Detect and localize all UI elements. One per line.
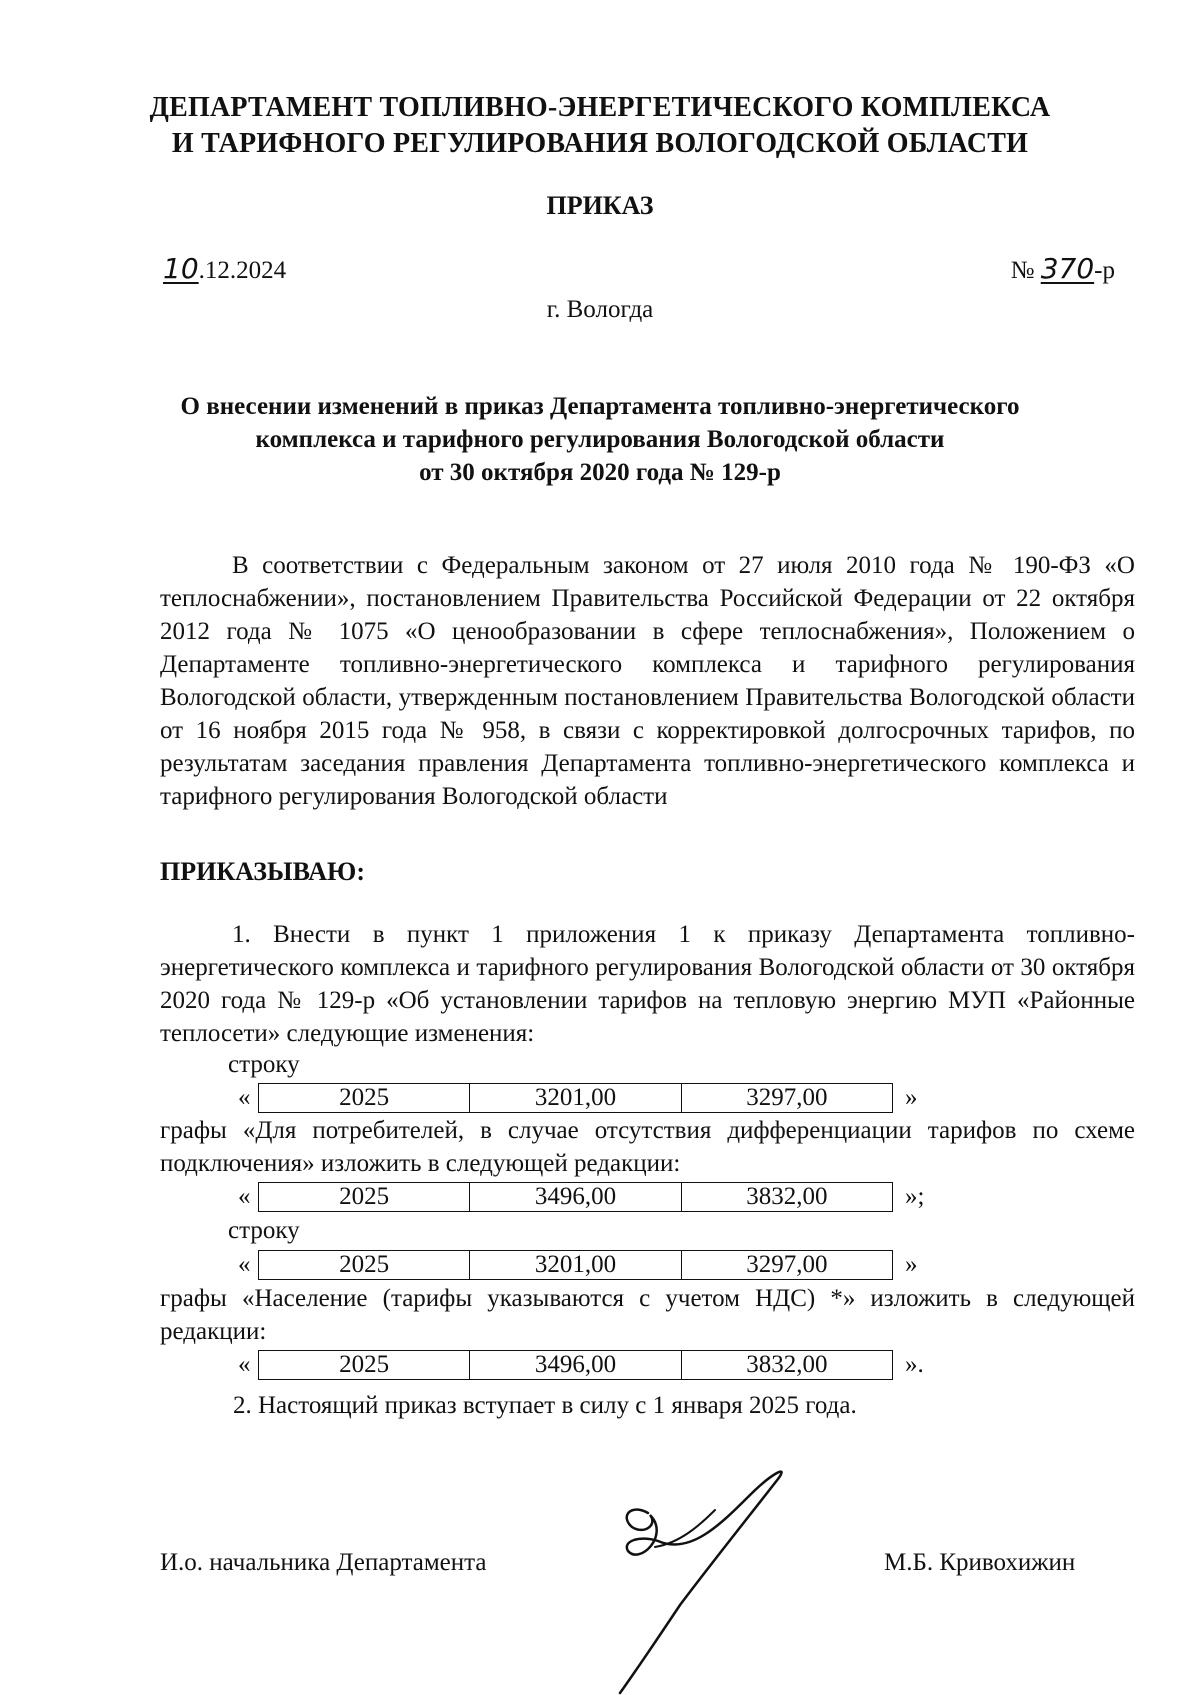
order-word: ПРИКАЗЫВАЮ: <box>160 857 365 886</box>
tariff-row-old-1 <box>258 1083 893 1113</box>
header-line-1: ДЕПАРТАМЕНТ ТОПЛИВНО-ЭНЕРГЕТИЧЕСКОГО КОМПЛЕКСА <box>149 92 1051 123</box>
open-quote-4: « <box>238 1351 251 1378</box>
cell-value-2: 3297,00 <box>681 1084 892 1113</box>
handwritten-day: 10 <box>163 252 199 285</box>
cell-value-2: 3832,00 <box>681 1351 892 1380</box>
city: г. Вологда <box>546 296 654 323</box>
graph-1-text: графы «Для потребителей, в случае отсутствия дифференциации тарифов по схеме подключения» изложить в следующей редакции: <box>160 1117 1135 1177</box>
cell-value-1: 3201,00 <box>470 1084 681 1113</box>
cell-value-1: 3496,00 <box>470 1183 681 1212</box>
date-rest: .12.2024 <box>198 257 287 284</box>
graph-2-text: графы «Население (тарифы указываются с учетом НДС) *» изложить в следующей редакции: <box>160 1285 1135 1345</box>
title-line-1: О внесении изменений в приказ Департамента топливно-энергетического <box>180 393 1020 420</box>
handwritten-number: 370 <box>1040 252 1095 285</box>
number-suffix: -р <box>1094 257 1115 284</box>
tariff-row-old-2 <box>258 1250 893 1280</box>
preamble-paragraph: В соответствии с Федеральным законом от 27 июля 2010 года № 190-ФЗ «О теплоснабжении», постановлением Правительства Российской Федерации от 22 октября 2012 года № 1075 «О ценообразовании в сфере теплоснабжения», Положением о Департаменте топливно-энергетического комплекса и тарифного регулирования Вологодской области, утвержденным постановлением Правительства Вологодской области от 16 ноября 2015 года № 958, в связи с корректировкой долгосрочных тарифов, по результатам заседания правления Департамента топливно-энергетического комплекса и тарифного регулирования Вологодской области <box>160 552 1135 810</box>
number-prefix: № <box>1010 257 1041 284</box>
cell-value-2: 3832,00 <box>681 1183 892 1212</box>
title-line-2: комплекса и тарифного регулирования Вологодской области <box>255 426 945 453</box>
cell-year: 2025 <box>259 1251 470 1280</box>
signatory-name: М.Б. Кривохижин <box>884 1549 1076 1576</box>
document-type: ПРИКАЗ <box>546 191 654 220</box>
cell-value-1: 3496,00 <box>470 1351 681 1380</box>
label-stroku-2: строку <box>228 1217 300 1244</box>
cell-year: 2025 <box>259 1351 470 1380</box>
label-stroku-1: строку <box>228 1051 300 1078</box>
close-quote-2: »; <box>905 1183 925 1210</box>
cell-year: 2025 <box>259 1183 470 1212</box>
close-quote-3: » <box>905 1251 918 1278</box>
handwritten-signature-icon <box>600 1455 820 1695</box>
close-quote-1: » <box>905 1084 918 1111</box>
order-date <box>163 254 286 286</box>
tariff-row-new-1 <box>258 1182 893 1212</box>
open-quote-1: « <box>238 1084 251 1111</box>
cell-year: 2025 <box>259 1084 470 1113</box>
open-quote-2: « <box>238 1183 251 1210</box>
tariff-row-new-2 <box>258 1350 893 1380</box>
header-line-2: И ТАРИФНОГО РЕГУЛИРОВАНИЯ ВОЛОГОДСКОЙ ОБЛАСТИ <box>171 128 1029 159</box>
item-2-paragraph: 2. Настоящий приказ вступает в силу с 1 января 2025 года. <box>233 1392 857 1419</box>
cell-value-1: 3201,00 <box>470 1251 681 1280</box>
item-1-paragraph: 1. Внести в пункт 1 приложения 1 к приказу Департамента топливно-энергетического комплекса и тарифного регулирования Вологодской области от 30 октября 2020 года № 129-р «Об установлении тарифов на тепловую энергию МУП «Районные теплосети» следующие изменения: <box>160 921 1135 1047</box>
open-quote-3: « <box>238 1251 251 1278</box>
title-line-3: от 30 октября 2020 года № 129-р <box>419 459 781 486</box>
close-quote-4: ». <box>905 1351 924 1378</box>
order-number <box>1011 254 1115 286</box>
document-title <box>0 390 1200 489</box>
signatory-position: И.о. начальника Департамента <box>160 1549 487 1576</box>
cell-value-2: 3297,00 <box>681 1251 892 1280</box>
department-header <box>0 90 1200 162</box>
